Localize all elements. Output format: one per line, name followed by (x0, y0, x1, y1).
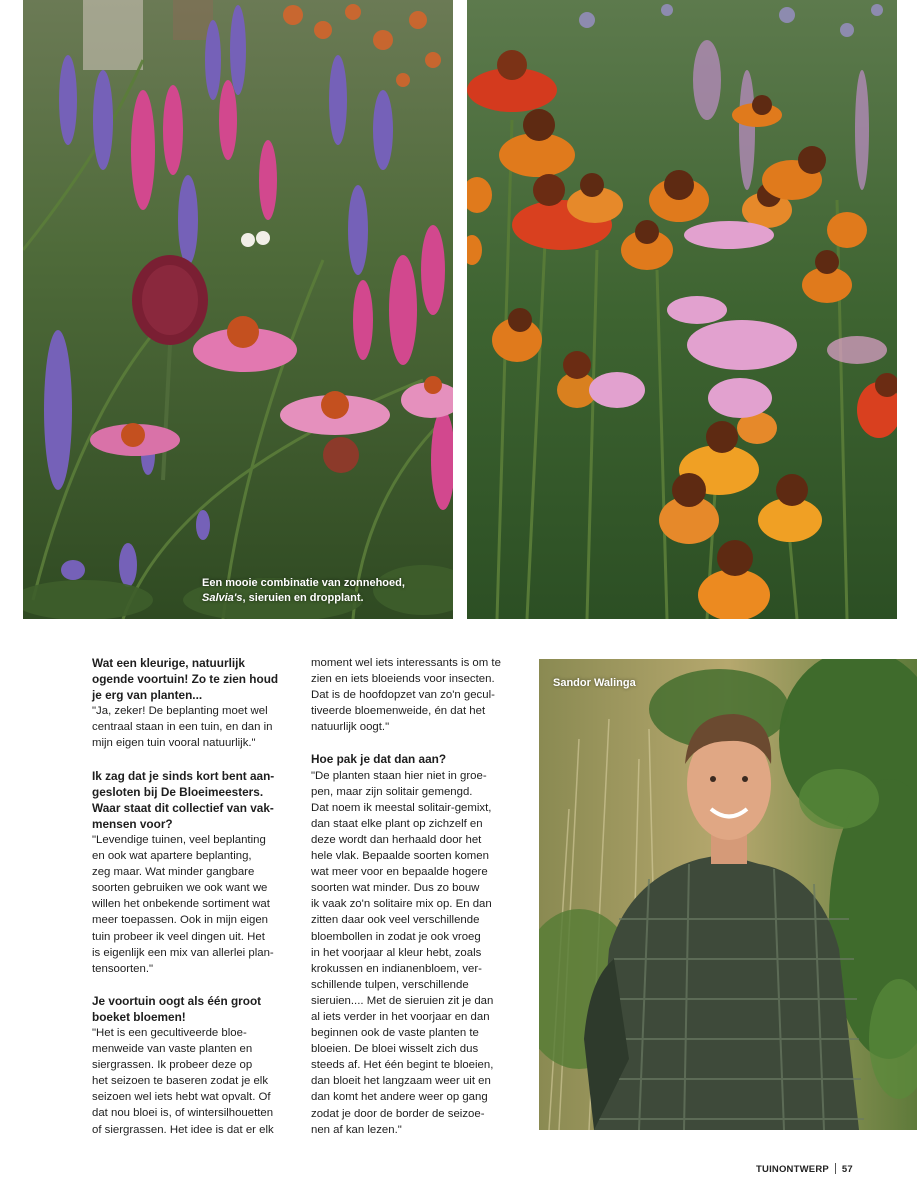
caption-line-2-rest: , sieruien en dropplant. (242, 592, 364, 604)
interview-answer-1: "Ja, zeker! De beplanting moet wel centraal staan in een tuin, en dan in mijn eigen tuin vooral natuurlijk." (92, 705, 273, 750)
portrait-photo (539, 659, 917, 1130)
interview-answer-2: "Levendige tuinen, veel beplanting en ook wat apartere beplanting, zeg maar. Wat minder gangbare soorten gebruiken we ook want we willen het onbekende sortiment wat meer toepassen. Ook in mijn eigen tuin probeer ik veel dingen uit. Het is eigenlijk een mix van allerlei plan- tensoorten." (92, 833, 274, 975)
page-footer (756, 1163, 853, 1175)
interview-answer-4: "De planten staan hier niet in groe- pen, maar zijn solitair gemengd. Dat noem ik meestal solitair-gemixt, dan staat elke plant op zichzelf en deze wordt dan herhaald door het hele vlak. Bepaalde soorten komen wat meer voor en bepaalde hogere soorten wat minder. Dus zo bouw ik vaak zo'n solitaire mix op. En dan zitten daar ook veel verschillende bloembollen in zodat je ook vroeg in het voorjaar al kleur hebt, zoals krokussen en indianenbloem, ver- schillende tulpen, verschillende sieruien.... Met de sieruien zit je dan al iets verder in het voorjaar en dan beginnen ook de vaste planten te bloeien. De bloei wisselt zich dus steeds af. Het één begint te bloeien, dan bloeit het langzaam weer uit en dan komt het andere weer op gang zodat je door de border de seizoe- nen af kan lezen." (311, 769, 494, 1136)
interview-question-1: Wat een kleurige, natuurlijk ogende voortuin! Zo te zien houd je erg van planten... (92, 656, 279, 703)
caption-italic-species: Salvia's (202, 592, 243, 604)
interview-question-2: Ik zag dat je sinds kort bent aan- gesloten bij De Bloeimeesters. Waar staat dit collectief van vak- mensen voor? (92, 768, 275, 831)
interview-question-3: Je voortuin oogt als één groot boeket bloemen! (92, 993, 262, 1024)
garden-flowers-illustration (23, 0, 453, 619)
interview-answer-3: "Het is een gecultiveerde bloe- menweide van vaste planten en siergrassen. Ik probeer deze op het seizoen te baseren zodat je elk seizoen wel iets hebt wat opvalt. Of dat nou bloei is, of wintersilhouetten of siergrassen. Het idee is dat er elk (92, 1026, 274, 1136)
magazine-name: TUINONTWERP (756, 1164, 829, 1175)
helenium-achillea-illustration (467, 0, 897, 619)
article-column-2 (311, 655, 517, 1138)
helenium-achillea-photo (467, 0, 897, 619)
garden-flowers-photo (23, 0, 453, 619)
page-number: 57 (841, 1164, 853, 1175)
caption-line-1: Een mooie combinatie van zonnehoed, (202, 577, 405, 589)
portrait-name-label: Sandor Walinga (553, 677, 636, 689)
photo-caption (202, 576, 405, 606)
portrait-illustration (539, 659, 917, 1130)
caption-line-2 (202, 591, 405, 606)
article-column-1 (92, 655, 298, 1138)
footer-separator (835, 1163, 836, 1174)
interview-question-4: Hoe pak je dat dan aan? (311, 752, 447, 767)
interview-answer-3-continued: moment wel iets interessants is om te zien en iets bloeiends voor insecten. Dat is de hoofdopzet van zo'n gecul- tiveerde bloemenweide, én dat het natuurlijk oogt." (311, 657, 501, 734)
